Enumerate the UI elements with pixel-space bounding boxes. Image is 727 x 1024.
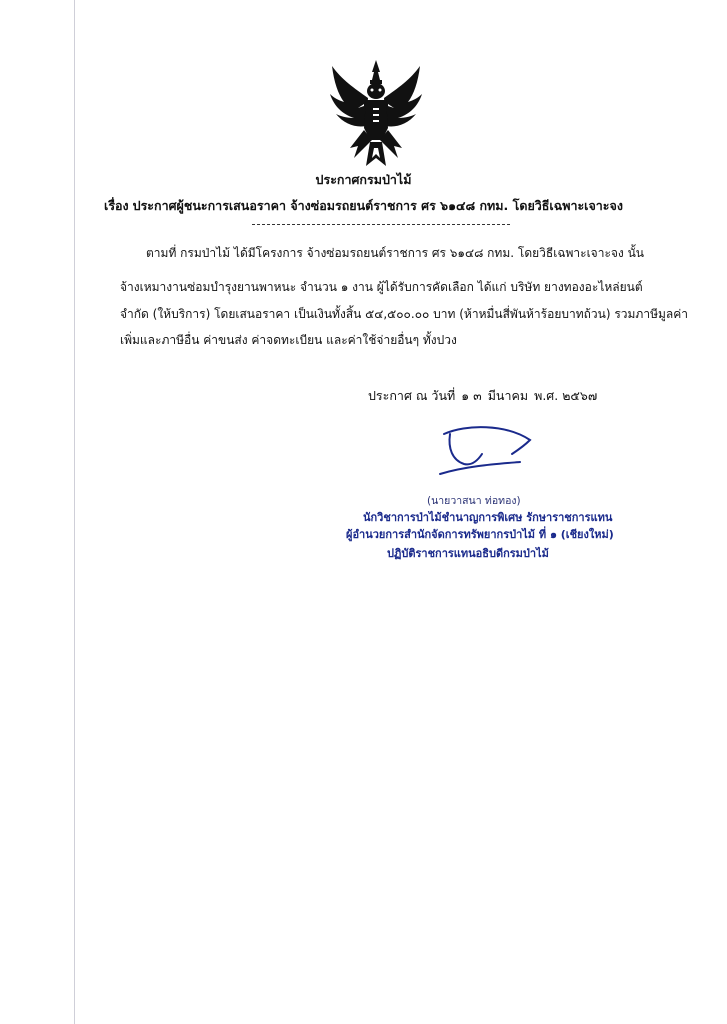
body-line: เพิ่มและภาษีอื่น ค่าขนส่ง ค่าจดทะเบียน และค่าใช้จ่ายอื่นๆ ทั้งปวง: [120, 333, 457, 347]
subject-label: เรื่อง: [104, 198, 129, 213]
announced-year: พ.ศ. ๒๕๖๗: [534, 388, 598, 403]
announcement-date: [368, 386, 603, 406]
document-title: ประกาศกรมป่าไม้: [315, 172, 412, 187]
announced-label: ประกาศ ณ วันที่: [368, 388, 456, 403]
dashed-divider: [252, 224, 510, 225]
body-line: จำกัด (ให้บริการ) โดยเสนอราคา เป็นเงินทั้งสิ้น ๕๔,๕๐๐.๐๐ บาท (ห้าหมื่นสี่พันห้าร้อยบาทถ้วน) รวมภาษีมูลค่า: [120, 307, 689, 321]
body-line: จ้างเหมางานซ่อมบำรุงยานพาหนะ จำนวน ๑ งาน ผู้ได้รับการคัดเลือก ได้แก่ บริษัท ยางทองอะไหล่ยนต์: [120, 280, 643, 294]
signer-position: ปฏิบัติราชการแทนอธิบดีกรมป่าไม้: [387, 547, 549, 560]
announced-day: ๑ ๓: [461, 388, 482, 403]
document-subject: [0, 196, 727, 216]
subject-text: ประกาศผู้ชนะการเสนอราคา จ้างซ่อมรถยนต์ราชการ ศร ๖๑๔๘ กทม. โดยวิธีเฉพาะเจาะจง: [132, 198, 623, 213]
body-line: ตามที่ กรมป่าไม้ ได้มีโครงการ จ้างซ่อมรถยนต์ราชการ ศร ๖๑๔๘ กทม. โดยวิธีเฉพาะเจาะจง นั้น: [146, 246, 645, 260]
page-edge-line: [74, 0, 75, 1024]
handwritten-signature: [436, 420, 536, 480]
signer-position: ผู้อำนวยการสำนักจัดการทรัพยากรป่าไม้ ที่ ๑ (เชียงใหม่): [346, 528, 614, 541]
signer-position: นักวิชาการป่าไม้ชำนาญการพิเศษ รักษาราชการแทน: [363, 511, 613, 524]
garuda-emblem-icon: [328, 58, 424, 170]
announced-month: มีนาคม: [487, 388, 529, 403]
signer-name: (นายวาสนา ท่อทอง): [427, 495, 521, 507]
